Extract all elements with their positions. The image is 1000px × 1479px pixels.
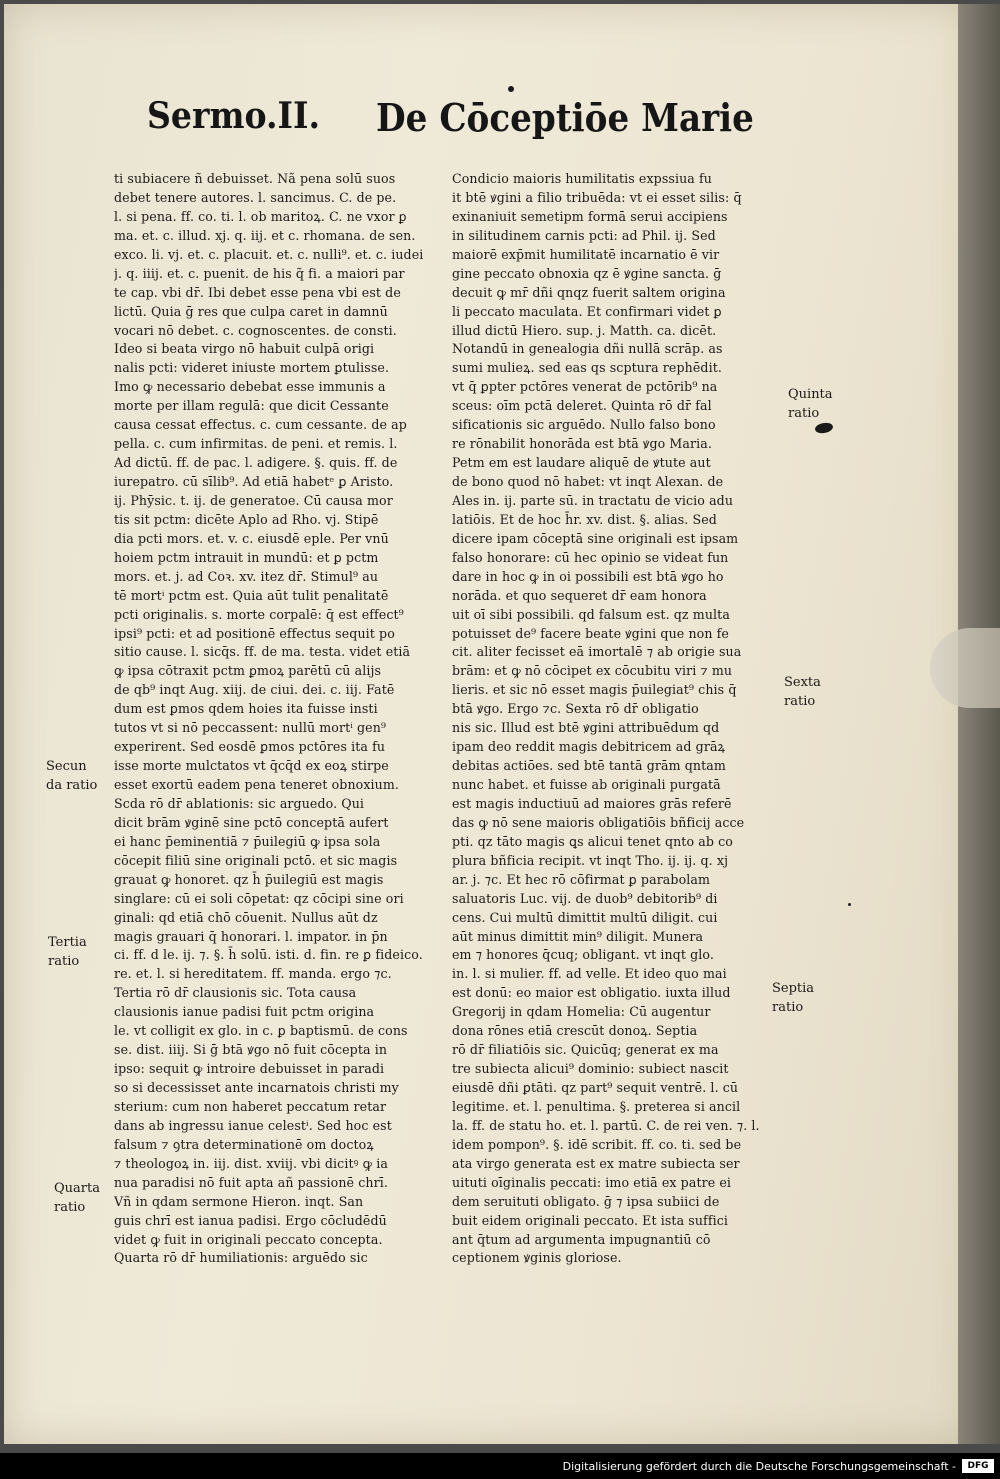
text-line: singlare: cū ei soli cōpetat: qz cōcipi sine ori — [114, 890, 404, 906]
text-line: j. q. iiij. et. c. puenit. de his q̃ fi. a maiori par — [114, 265, 405, 281]
text-line: isse morte mulctatos vt q̄cq̄d ex eoꝝ stirpe — [114, 758, 389, 774]
margin-note-line: Quinta — [788, 387, 833, 402]
text-line: vocari nō debet. c. cognoscentes. de consti. — [114, 322, 397, 338]
text-line: ma. et. c. illud. xj. q. iij. et c. rhomana. de sen. — [114, 227, 416, 243]
text-line: Condicio maioris humilitatis expssiua fu — [452, 171, 712, 186]
margin-note-line: ratio — [54, 1199, 86, 1215]
text-line: Notandū in genealogia dñi nullā scrāp. as — [452, 341, 723, 357]
text-line: ꝙ ipsa cōtraxit pctm ꝑmoꝝ parētū cū alijs — [114, 663, 382, 679]
running-header — [0, 95, 1000, 155]
margin-note-line: Sexta — [784, 675, 821, 690]
text-line: sificationis sic arguēdo. Nullo falso bono — [452, 417, 716, 433]
margin-note-secunda — [46, 758, 97, 796]
text-line: grauat ꝙ honoret. qz h̄ p̄uilegiū est magis — [114, 871, 384, 887]
text-line: videt ꝙ fuit in originali peccato concepta. — [114, 1231, 383, 1247]
text-line: ⁊ theologoꝝ in. iij. dist. xviij. vbi dicitꝰ ꝙ ia — [114, 1155, 389, 1171]
text-line: dicit brām ꝟginē sine pctō conceptā aufert — [114, 814, 389, 830]
text-line: ipso: sequit ꝙ introire debuisset in paradi — [114, 1061, 385, 1077]
margin-note-line: Secun — [46, 759, 87, 774]
margin-note-septima — [772, 980, 814, 1018]
margin-note-line: ratio — [784, 693, 816, 709]
text-line: ij. Phȳsic. t. ij. de generatoe. Cū causa mor — [114, 492, 393, 508]
text-line: iurepatro. cū sīlib⁹. Ad etiā habetᵉ ꝑ Aristo. — [114, 474, 394, 489]
text-line: Gregorij in qdam Homelia: Cū augentur — [452, 1004, 711, 1020]
text-line: sceus: oīm pctā deleret. Quinta rō dr̄ fal — [452, 398, 712, 414]
text-line: re rōnabilit honorāda est btā ꝟgo Maria. — [452, 436, 712, 452]
text-line: experirent. Sed eosdē ꝑmos pctōres ita fu — [114, 739, 386, 755]
text-line: sitio cause. l. sicq̄s. ff. de ma. testa. videt etiā — [114, 644, 411, 660]
text-line: falso honorare: cū hec opinio se videat fun — [452, 549, 729, 565]
text-line: dum est ꝑmos qdem hoies ita fuisse insti — [114, 701, 378, 717]
margin-note-line: ratio — [772, 999, 804, 1015]
ink-dot — [508, 86, 514, 92]
margin-note-line: Tertia — [48, 935, 87, 950]
text-line: nua paradisi nō fuit apta añ passionē chrī. — [114, 1174, 388, 1190]
text-line: ipsi⁹ pcti: et ad positionē effectus sequit po — [114, 625, 395, 641]
text-line: se. dist. iiij. Si ḡ btā ꝟgo nō fuit cōcepta in — [114, 1042, 388, 1058]
left-text-column — [114, 170, 434, 1268]
text-line: exinaniuit semetipm formā serui accipiens — [452, 208, 728, 224]
page-clip — [930, 628, 1000, 708]
text-line: Vñ in qdam sermone Hieron. inqt. San — [114, 1193, 364, 1209]
margin-note-tertia — [48, 934, 87, 972]
text-line: aūt minus dimittit min⁹ diligit. Munera — [452, 928, 704, 944]
text-line: nis sic. Illud est btē ꝟgini attribuēdum qd — [452, 720, 720, 736]
text-line: causa cessat effectus. c. cum cessante. de ap — [114, 417, 407, 433]
footer-credit: Digitalisierung gefördert durch die Deutsche Forschungsgemeinschaft - — [562, 1460, 956, 1473]
text-line: das ꝙ nō sene maioris obligatiōis bñficij acce — [452, 814, 745, 830]
text-line: de qb⁹ inqt Aug. xiij. de ciui. dei. c. iij. Fatē — [114, 682, 395, 698]
text-line: ipam deo reddit magis debitricem ad grāꝝ — [452, 739, 725, 755]
text-line: lieris. et sic nō esset magis p̄uilegiat⁹ chis q̄ — [452, 682, 737, 698]
text-line: nalis pcti: videret iniuste mortem ꝑtulisse. — [114, 360, 390, 376]
text-line: esset exortū eadem pena teneret obnoxium. — [114, 777, 400, 792]
text-line: ei hanc p̄eminentiā ⁊ p̄uilegiū ꝙ ipsa sola — [114, 833, 381, 849]
text-line: l. si pena. ff. co. ti. l. ob maritoꝝ. C. ne vxor ꝑ — [114, 208, 407, 224]
text-line: cōcepit filiū sine originali pctō. et sic magis — [114, 852, 398, 868]
text-line: idem pompon⁹. §. idē scribit. ff. co. ti. sed be — [452, 1136, 742, 1152]
text-line: tis sit pctm: dicēte Aplo ad Rho. vj. Stipē — [114, 511, 379, 527]
right-text-column — [452, 170, 772, 1268]
page-edge-shadow — [958, 4, 1000, 1444]
footer-bar — [0, 1453, 1000, 1479]
text-line: clausionis ianue padisi fuit pctm origina — [114, 1004, 375, 1020]
text-line: in. l. si mulier. ff. ad velle. Et ideo quo mai — [452, 966, 727, 982]
text-line: potuisset de⁹ facere beate ꝟgini que non fe — [452, 625, 729, 641]
text-line: uit oī sibi possibili. qd falsum est. qz multa — [452, 606, 730, 622]
text-line: ar. j. ⁊c. Et hec rō cōfirmat ꝑ parabolam — [452, 871, 711, 887]
text-line: mors. et. j. ad Coꝛ. xv. itez dr̄. Stimul⁹ au — [114, 568, 379, 584]
text-line: vt q̄ ꝑpter pctōres venerat de pctōrib⁹ na — [452, 379, 718, 395]
margin-note-sexta — [784, 674, 821, 712]
text-line: re. et. l. si hereditatem. ff. manda. ergo ⁊c. — [114, 966, 392, 982]
header-title: De Cōceptiōe Marie — [376, 95, 754, 140]
text-line: ata virgo generata est ex matre subiecta ser — [452, 1155, 740, 1171]
text-line: li peccato maculata. Et confirmari videt ꝑ — [452, 303, 722, 319]
text-line: sumi mulieꝝ. sed eas qs scptura rephēdit. — [452, 360, 722, 376]
margin-note-line: Septia — [772, 981, 815, 996]
text-line: in silitudinem carnis pcti: ad Phil. ij. Sed — [452, 227, 716, 243]
text-line: magis grauari q̄ honorari. l. impator. in p̄n — [114, 928, 388, 944]
header-sermon-number: Sermo.II. — [147, 95, 321, 137]
text-line: uituti oīginalis peccati: imo etiā ex patre ei — [452, 1174, 732, 1190]
margin-note-line: Quarta — [54, 1181, 100, 1196]
text-line: Tertia rō dr̄ clausionis sic. Tota causa — [114, 985, 357, 1001]
dfg-logo: DFG — [962, 1459, 994, 1473]
text-line: dia pcti mors. et. v. c. eiusdē eple. Per vnū — [114, 530, 389, 546]
text-line: it btē ꝟgini a filio tribuēda: vt ei esset silis: q̄ — [452, 189, 742, 205]
text-line: norāda. et quo sequeret dr̄ eam honora — [452, 587, 707, 603]
text-line: dans ab ingressu ianue celestⁱ. Sed hoc est — [114, 1117, 392, 1133]
text-line: ant q̄tum ad argumenta impugnantiū cō — [452, 1231, 711, 1247]
text-line: legitime. et. l. penultima. §. preterea si ancil — [452, 1098, 741, 1114]
text-line: tre subiecta alicui⁹ dominio: subiect nascit — [452, 1061, 729, 1077]
margin-note-quinta — [788, 386, 833, 424]
text-line: Quarta rō dr̄ humiliationis: arguēdo sic — [114, 1250, 368, 1266]
text-line: est donū: eo maior est obligatio. iuxta illud — [452, 985, 731, 1001]
text-line: tutos vt si nō peccassent: nullū mortⁱ gen⁹ — [114, 720, 387, 736]
text-line: saluatoris Luc. vij. de duob⁹ debitorib⁹ di — [452, 890, 718, 906]
text-line: Imo ꝙ necessario debebat esse immunis a — [114, 379, 386, 395]
text-line: debet tenere autores. l. sancimus. C. de pe. — [114, 189, 397, 205]
text-line: em ⁊ honores q̄cuq; obligant. vt inqt glo. — [452, 947, 714, 963]
text-line: hoiem pctm intrauit in mundū: et ꝑ pctm — [114, 549, 379, 565]
text-line: Ad dictū. ff. de pac. l. adigere. §. quis. ff. de — [114, 455, 398, 471]
text-line: brām: et ꝙ nō cōcipet ex cōcubitu viri ⁊ mu — [452, 663, 733, 679]
text-line: falsum ⁊ ꝯtra determinationē om doctoꝝ — [114, 1136, 374, 1152]
text-line: te cap. vbi dr̄. Ibi debet esse pena vbi est de — [114, 284, 401, 300]
margin-note-quarta — [54, 1180, 100, 1218]
text-line: dona rōnes etiā crescūt donoꝝ. Septia — [452, 1023, 698, 1039]
text-line: exco. li. vj. et. c. placuit. et. c. nulli⁹. et. c. iudei — [114, 246, 424, 262]
margin-note-line: ratio — [788, 405, 820, 421]
text-line: nunc habet. et fuisse ab originali purgatā — [452, 777, 721, 792]
text-line: latiōis. Et de hoc h̄r. xv. dist. §. alias. Sed — [452, 511, 717, 527]
margin-note-line: ratio — [48, 953, 80, 969]
text-line: so si decessisset ante incarnatois christi my — [114, 1080, 399, 1095]
text-line: tē mortⁱ pctm est. Quia aūt tulit penalitatē — [114, 587, 389, 603]
text-line: dare in hoc ꝙ in oi possibili est btā ꝟgo ho — [452, 568, 724, 584]
text-line: Scda rō dr̄ ablationis: sic arguedo. Qui — [114, 795, 365, 811]
text-line: dicere ipam cōceptā sine originali est ipsam — [452, 530, 739, 546]
text-line: cens. Cui multū dimittit multū diligit. cui — [452, 909, 718, 925]
text-line: la. ff. de statu ho. et. l. partū. C. de rei ven. ⁊. l. — [452, 1117, 760, 1133]
text-line: Ideo si beata virgo nō habuit culpā origi — [114, 341, 375, 357]
text-line: guis chrī est ianua padisi. Ergo cōcludēdū — [114, 1212, 387, 1228]
text-line: btā ꝟgo. Ergo ⁊c. Sexta rō dr̄ obligatio — [452, 701, 699, 717]
ink-speck — [848, 903, 851, 906]
text-line: ci. ff. d le. ij. ⁊. §. h̄ solū. isti. d. fin. re ꝑ fideico. — [114, 947, 423, 963]
text-line: ginali: qd etiā chō cōuenit. Nullus aūt dz — [114, 909, 378, 925]
text-line: est magis inductiuū ad maiores grās referē — [452, 795, 732, 811]
text-line: le. vt colligit ex glo. in c. ꝑ baptismū. de cons — [114, 1023, 408, 1039]
text-line: ti subiacere ñ debuisset. Nã pena solū suos — [114, 171, 396, 186]
text-line: eiusdē dñi ꝑtāti. qz part⁹ sequit ventrē. l. cū — [452, 1080, 739, 1095]
text-line: buit eidem originali peccato. Et ista suffici — [452, 1212, 728, 1228]
text-line: decuit ꝙ mr̄ dñi qnqz fuerit saltem origina — [452, 284, 726, 300]
text-line: pti. qz tāto magis ꝗs alicui tenet qnto ab co — [452, 833, 733, 849]
text-line: maiorē exp̄mit humilitatē incarnatio ē vir — [452, 246, 720, 262]
text-line: de bono quod nō habet: vt inqt Alexan. de — [452, 474, 724, 489]
text-line: illud dictū Hiero. sup. j. Matth. ca. dicēt. — [452, 322, 717, 338]
text-line: pella. c. cum infirmitas. de peni. et remis. l. — [114, 436, 398, 452]
text-line: Ales in. ij. parte sū. in tractatu de vicio adu — [452, 492, 734, 508]
text-line: dem seruituti obligato. ḡ ⁊ ipsa subiici de — [452, 1193, 720, 1209]
text-line: pcti originalis. s. morte corpalē: q̄ est effect⁹ — [114, 606, 404, 622]
text-line: ceptionem ꝟginis gloriose. — [452, 1250, 622, 1266]
text-line: Petm em est laudare aliquē de ꝟtute aut — [452, 455, 711, 471]
text-line: sterium: cum non haberet peccatum retar — [114, 1098, 387, 1114]
text-line: debitas actiōes. sed btē tantā grām qntam — [452, 758, 726, 774]
margin-note-line: da ratio — [46, 777, 98, 793]
text-line: morte per illam regulā: que dicit Cessante — [114, 398, 389, 414]
text-line: lictū. Quia ḡ res que culpa caret in damnū — [114, 303, 388, 319]
text-line: rō dr̄ filiatiōis sic. Quicūq; generat ex ma — [452, 1042, 719, 1058]
text-line: cit. aliter fecisset eā imortalē ⁊ ab origie sua — [452, 644, 742, 660]
text-line: gine peccato obnoxia qz ē ꝟgine sancta. ḡ — [452, 265, 722, 281]
text-line: plura bñficia recipit. vt inqt Tho. ij. ij. q. xj — [452, 852, 729, 868]
